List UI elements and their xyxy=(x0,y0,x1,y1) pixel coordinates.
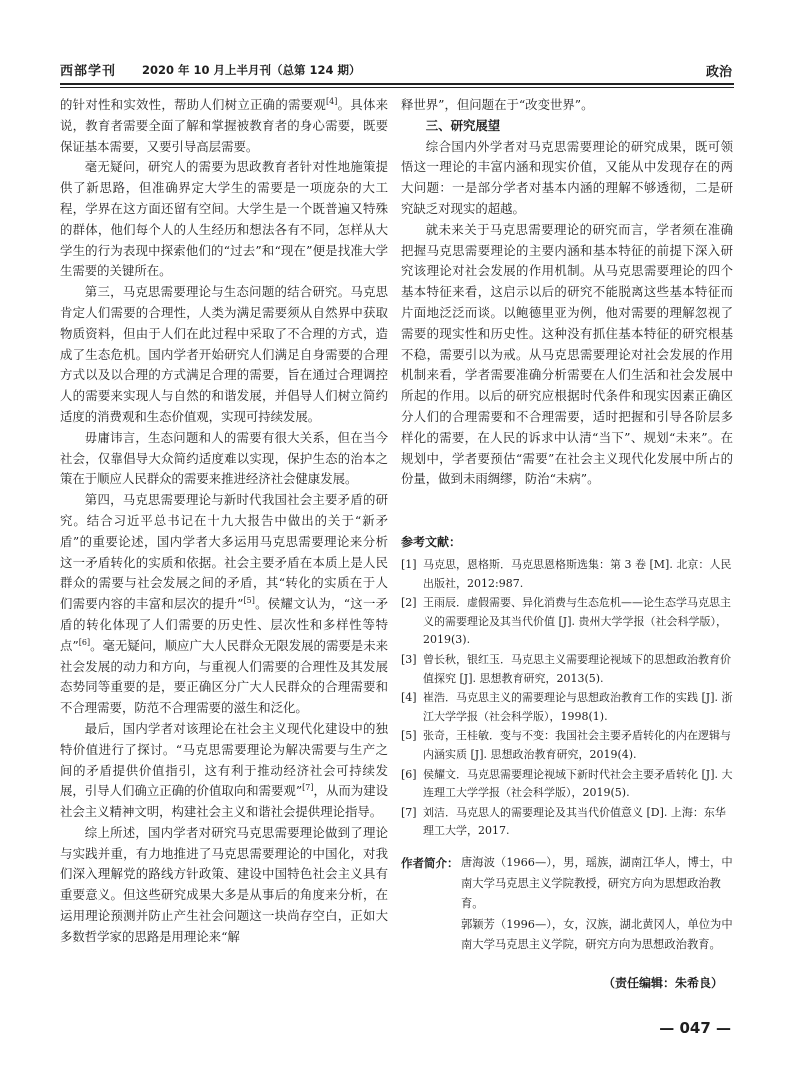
paragraph xyxy=(60,719,388,823)
author-label: 作者简介： xyxy=(401,856,459,870)
paragraph xyxy=(401,137,733,220)
references-heading: 参考文献： xyxy=(401,535,462,549)
paragraph-text: 释世界”，但问题在于“改变世界”。 xyxy=(401,97,594,112)
paragraph xyxy=(401,220,733,490)
citation-marker: [4] xyxy=(326,96,338,106)
reference-number: [4] xyxy=(401,691,417,705)
author-line-1: 唐海波（1966—），男，瑶族，湖南江华人，博士，中南大学马克思主义学院教授，研究方向为思想政治教育。 xyxy=(461,856,733,910)
reference-text: 张奇，王桂敏．变与不变：我国社会主要矛盾转化的内在逻辑与内涵实质 [J]. 思想政治教育研究，2019(4). xyxy=(423,729,731,761)
paragraph xyxy=(60,823,388,948)
author-section xyxy=(401,853,733,991)
reference-item xyxy=(401,556,733,593)
paragraph-text: 毫无疑问，研究人的需要为思政教育者针对性地施策提供了新思路，但准确界定大学生的需要是一项庞杂的大工程，学界在这方面还留有空间。大学生是一个既普遍又特殊的群体，他们每个人的人生经历和想法各有不同，怎样从大学生的行为表现中探索他们的“过去”和“现在”便是找准大学生需要的关键所在。 xyxy=(60,159,388,279)
reference-item xyxy=(401,804,733,841)
citation-marker: [7] xyxy=(302,783,314,793)
reference-item xyxy=(401,727,733,764)
reference-number: [3] xyxy=(401,652,417,666)
reference-number: [6] xyxy=(401,767,417,781)
reference-text: 侯耀文．马克思需要理论视域下新时代社会主要矛盾转化 [J]. 大连理工大学学报（社会科学版），2019(5). xyxy=(423,767,733,800)
paragraph xyxy=(60,95,388,157)
reference-text: 曾长秋，银红玉．马克思主义需要理论视域下的思想政治教育价值探究 [J]. 思想教育研究，2013(5). xyxy=(423,652,731,685)
reference-item xyxy=(401,594,733,650)
author-line-2: 郭颖芳（1996—），女，汉族，湖北黄冈人，单位为中南大学马克思主义学院，研究方向为思想政治教育。 xyxy=(461,917,733,951)
paragraph xyxy=(60,157,388,282)
section-heading xyxy=(401,116,733,137)
reference-number: [1] xyxy=(401,558,417,571)
paragraph-text: ，从而为建设社会主义精神文明，构建社会主义和谐社会提供理论指导。 xyxy=(60,783,388,820)
issue-info: 2020 年 10 月上半月刊（总第 124 期） xyxy=(142,63,361,77)
paragraph xyxy=(60,428,388,490)
paragraph-text: 毋庸讳言，生态问题和人的需要有很大关系，但在当今社会，仅靠倡导大众简约适度难以实现，保护生态的治本之策在于顺应人民群众的需要来推进经济社会健康发展。 xyxy=(60,429,388,487)
paragraph xyxy=(401,95,733,116)
reference-text: 王雨辰．虚假需要、异化消费与生态危机——论生态学马克思主义的需要理论及其当代价值 [J]. 贵州大学学报（社会科学版），2019(3). xyxy=(423,596,731,647)
paragraph-text: 综合国内外学者对马克思需要理论的研究成果，既可领悟这一理论的丰富内涵和现实价值，又能从中发现存在的两大问题：一是部分学者对基本内涵的理解不够透彻，二是研究缺乏对现实的超越。 xyxy=(401,138,733,216)
reference-number: [5] xyxy=(401,729,417,743)
paragraph-text: 的针对性和实效性，帮助人们树立正确的需要观 xyxy=(60,97,326,112)
page-number: — 047 — xyxy=(659,1019,731,1037)
paragraph-text: 。侯耀文认为，“这一矛盾的转化体现了人们需要的历史性、层次性和多样性等特点” xyxy=(60,596,388,653)
header-rule-thin xyxy=(60,87,734,88)
references-section xyxy=(401,533,733,842)
reference-item xyxy=(401,766,733,803)
paragraph-text: 综上所述，国内学者对研究马克思需要理论做到了理论与实践并重，有力地推进了马克思需要理论的中国化，对我们深入理解党的路线方针政策、建设中国特色社会主义具有重要意义。但这些研究成果大多是从事后的角度来分析，在运用理论预测并防止产生社会问题这一块尚存空白，正如大多数哲学家的思路是用理论来“解 xyxy=(60,824,388,944)
citation-marker: [5] xyxy=(243,596,255,605)
author-bio xyxy=(401,853,733,956)
reference-item xyxy=(401,651,733,688)
paragraph-text: 最后，国内学者对该理论在社会主义现代化建设中的独特价值进行了探讨。“马克思需要理论为解决需要与生产之间的矛盾提供价值指引，这有利于推动经济社会可持续发展，引导人们确立正确的价值取向和需要观” xyxy=(60,720,388,799)
header-rule-thick xyxy=(60,83,734,85)
reference-text: 刘洁．马克思人的需要理论及其当代价值意义 [D]. 上海：东华理工大学，2017. xyxy=(423,805,726,838)
paragraph-text: 三、研究展望 xyxy=(425,117,501,133)
paragraph-text: 第三，马克思需要理论与生态问题的结合研究。马克思肯定人们需要的合理性，人类为满足需要须从自然界中获取物质资料，但由于人们在此过程中采取了不合理的方式，造成了生态危机。国内学者开始研究人们满足自身需要的合理方式以及以合理的方式满足合理的需要，旨在通过合理调控人的需要来实现人与自然的和谐发展，并倡导人们树立简约适度的消费观和生态价值观，实现可持续发展。 xyxy=(60,284,388,424)
paragraph xyxy=(60,490,388,719)
reference-text: 马克思，恩格斯．马克思恩格斯选集：第 3 卷 [M]. 北京：人民出版社，2012:987. xyxy=(423,558,732,590)
paragraph-text: 就未来关于马克思需要理论的研究而言，学者须在准确把握马克思需要理论的主要内涵和基本特征的前提下深入研究该理论对社会发展的作用机制。从马克思需要理论的四个基本特征来看，这启示以后的研究不能脱离这些基本特征而片面地泛泛而谈。以鲍德里亚为例，他对需要的理解忽视了需要的现实性和历史性。这种没有抓住基本特征的研究根基不稳，需要引以为戒。从马克思需要理论对社会发展的作用机制来看，学者需要准确分析需要在人们生活和社会发展中所起的作用。以后的研究应根据时代条件和现实因素正确区分人们的合理需要和不合理需要，适时把握和引导各阶层多样化的需要，在人民的诉求中认清“当下”、规划“未来”。在规划中，学者要预估“需要”在社会主义现代化发展中所占的份量，做到未雨绸缪，防治“未病”。 xyxy=(401,221,733,487)
paragraph xyxy=(60,282,388,428)
reference-number: [2] xyxy=(401,596,417,610)
right-column xyxy=(401,95,733,490)
reference-item xyxy=(401,689,733,726)
responsible-editor: （责任编辑：朱希良） xyxy=(602,975,723,990)
citation-marker: [6] xyxy=(78,637,91,647)
paragraph-text: 。毫无疑问，顺应广大人民群众无限发展的需要是未来社会发展的动力和方向，与重视人们需要的合理性及其发展态势同等重要的是，要正确区分广大人民群众的合理需要和不合理需要，防范不合理需要的滋生和泛化。 xyxy=(60,637,388,716)
left-column xyxy=(60,95,388,948)
paragraph-text: 。具体来说，教育者需要全面了解和掌握被教育者的身心需要，既要保证基本需要，又要引导高层需要。 xyxy=(60,97,389,154)
section-name: 政治 xyxy=(705,65,732,80)
reference-text: 崔浩．马克思主义的需要理论与思想政治教育工作的实践 [J]. 浙江大学学报（社会科学版），1998(1). xyxy=(423,691,733,723)
paragraph-text: 第四，马克思需要理论与新时代我国社会主要矛盾的研究。结合习近平总书记在十九大报告中做出的关于“新矛盾”的重要论述，国内学者大多运用马克思需要理论来分析这一矛盾转化的实质和依据。社会主要矛盾在本质上是人民群众的需要与社会发展之间的矛盾，其“转化的实质在于人们需要内容的丰富和层次的提升” xyxy=(60,492,388,612)
references-list xyxy=(401,556,733,841)
journal-name: 西部学刊 xyxy=(60,64,117,79)
page-header xyxy=(60,58,734,82)
reference-number: [7] xyxy=(401,805,417,819)
